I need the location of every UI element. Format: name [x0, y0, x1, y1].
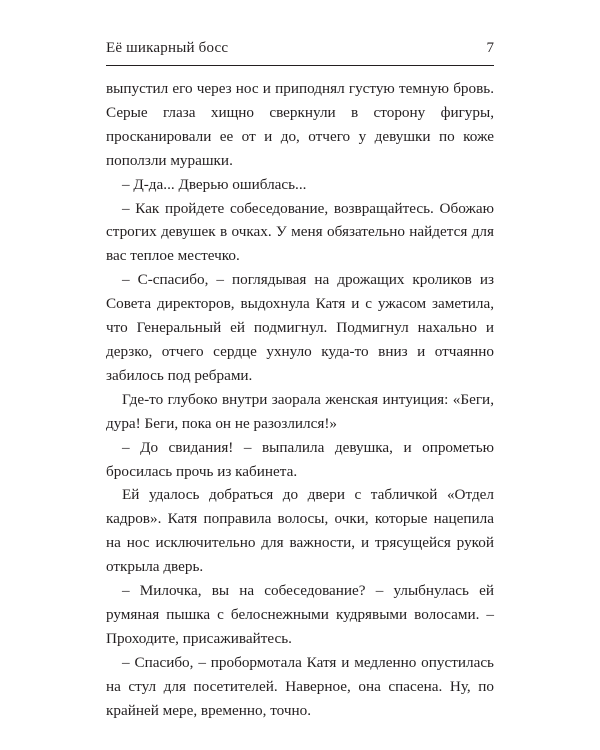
paragraph: Где-то глубоко внутри заорала женская интуиция: «Беги, дура! Беги, пока он не разозлился!» [106, 390, 494, 432]
page-number: 7 [486, 40, 494, 56]
paragraph: выпустил его через нос и приподнял густую темную бровь. Серые глаза хищно сверкнули в сторону фигуры, просканировали ее от и до, отчего у девушки по коже поползли мурашки. [106, 80, 494, 169]
header-rule [106, 65, 494, 66]
paragraph: – С-спасибо, – поглядывая на дрожащих кроликов из Совета директоров, выдохнула Катя и с ужасом заметила, что Генеральный ей подмигнул. Подмигнул нахально и дерзко, отчего сердце ухнуло куда-то вниз и отчаянно забилось под ребрами. [106, 271, 494, 384]
paragraph: – Д-да... Дверью ошиблась... [122, 175, 307, 193]
paragraph: – До свидания! – выпалила девушка, и опрометью бросилась прочь из кабинета. [106, 438, 494, 480]
paragraph: Ей удалось добраться до двери с табличкой «Отдел кадров». Катя поправила волосы, очки, которые нацепила на нос исключительно для важности, и трясущейся рукой открыла дверь. [106, 486, 494, 576]
paragraph: – Спасибо, – пробормотала Катя и медленно опустилась на стул для посетителей. Наверное, она спасена. Ну, по крайней мере, временно, точно. [106, 653, 494, 719]
body-text [106, 77, 494, 722]
running-title: Её шикарный босс [106, 40, 229, 56]
paragraph: – Как пройдете собеседование, возвращайтесь. Обожаю строгих девушек в очках. У меня обязательно найдется для вас теплое местечко. [106, 199, 494, 265]
paragraph: – Милочка, вы на собеседование? – улыбнулась ей румяная пышка с белоснежными кудрявыми волосами. – Проходите, присаживайтесь. [106, 582, 494, 647]
running-head [106, 40, 494, 66]
